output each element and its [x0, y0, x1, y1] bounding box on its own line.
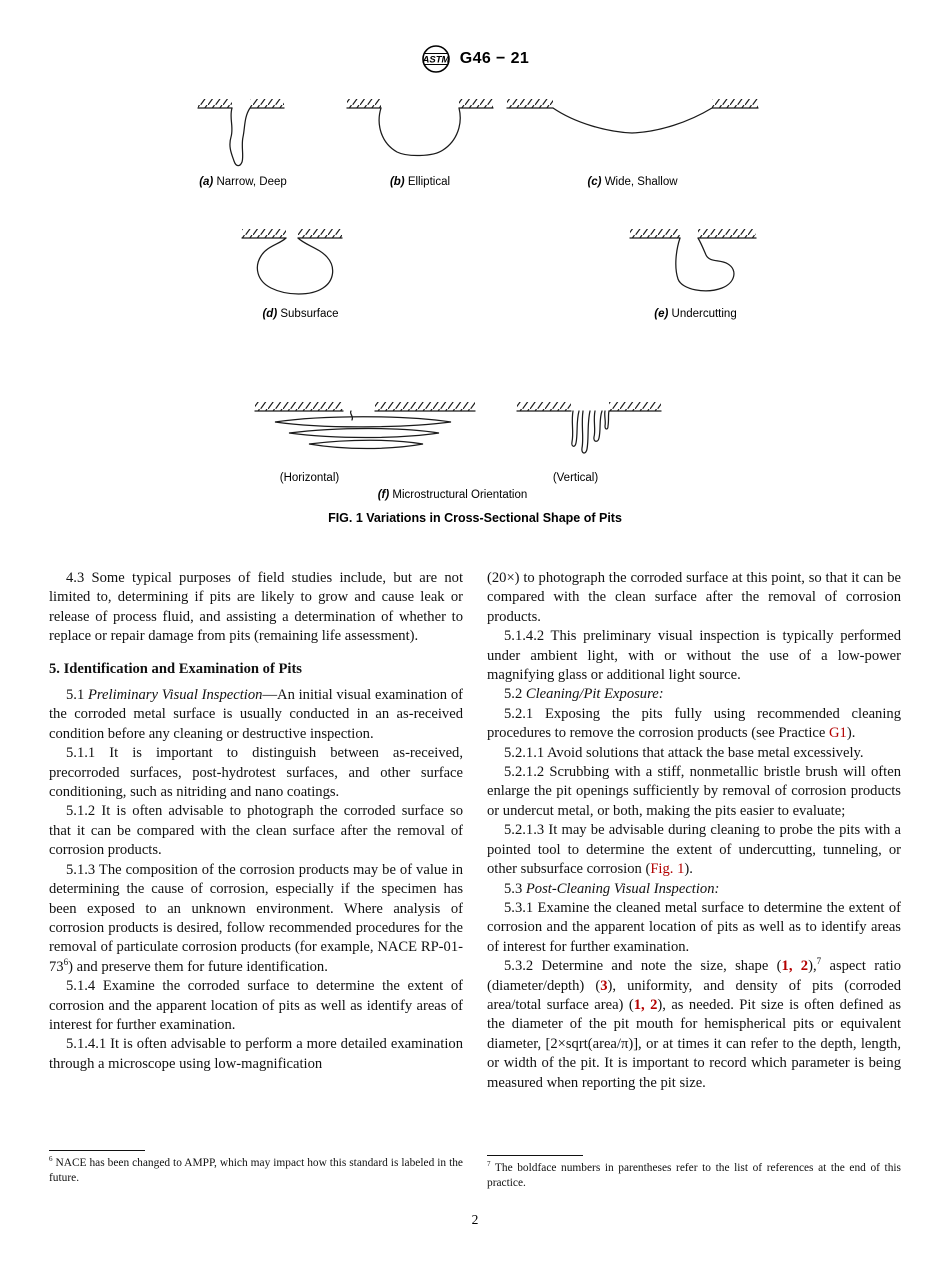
footnote-7: [487, 1155, 901, 1190]
text-segment: 5.1.4.2 This preliminary visual inspection is typically performed under ambient light, with or without the use of a low-power magnifying glass or additional light source.: [487, 628, 901, 684]
para-5-2: [487, 685, 901, 704]
text-segment: NACE has been changed to AMPP, which may impact how this standard is labeled in the future.: [49, 1157, 463, 1184]
figure-label-prefix: (e): [654, 308, 669, 320]
text-segment: Cleaning/Pit Exposure:: [525, 686, 664, 703]
figure-label-text: Microstructural Orientation: [389, 489, 528, 501]
page-number: 2: [471, 1212, 479, 1227]
text-segment: 5.3: [504, 880, 526, 897]
reference-link[interactable]: 1, 2: [633, 996, 658, 1013]
text-segment: 5.1.3 The composition of the corrosion products may be of value in determining the cause of corrosion, especially if the specimen has been exposed to an unknown environment. Where analysis of corrosion products is desired, follow recommended procedures for the removal of particulate corrosion products (for example, NACE RP-01-73: [49, 861, 463, 975]
figure-label-a: [178, 176, 308, 188]
para-5-1-2: [49, 802, 463, 860]
surface-hatching: [255, 402, 475, 411]
footnote-marker: 6: [49, 1155, 53, 1164]
pit-diagram-vertical-orientation: [515, 400, 663, 462]
footnote-text: [49, 1156, 463, 1185]
text-segment: Post-Cleaning Visual Inspection:: [525, 880, 720, 897]
text-segment: ),: [808, 958, 817, 975]
para-4-3: [49, 569, 463, 647]
text-segment: ).: [684, 861, 693, 878]
text-segment: ) and preserve them for future identification.: [68, 958, 328, 975]
surface-hatching: [198, 99, 284, 108]
figure-label-prefix: (a): [199, 176, 214, 188]
para-5-3-2: [487, 957, 901, 1093]
pit-outline: [553, 108, 712, 133]
pit-outline: [230, 108, 250, 166]
text-segment: 5.1.2 It is often advisable to photograph the corroded surface so that it can be compared with the clean surface after the removal of corrosion products.: [49, 803, 463, 859]
reference-link[interactable]: 3: [600, 977, 608, 994]
text-segment: Preliminary Visual Inspection: [87, 687, 263, 704]
text-segment: 5.1.4 Examine the corroded surface to determine the extent of corrosion and the apparent location of pits as well as identify areas of interest for further examination.: [49, 978, 463, 1033]
pit-outline: [676, 238, 734, 291]
pit-diagram-elliptical: [345, 96, 495, 172]
para-5-1-4: [49, 977, 463, 1035]
para-5-1-1: [49, 744, 463, 802]
footnote-marker: 6: [63, 956, 69, 967]
fig-pit-undercutting: [628, 226, 763, 320]
figure-label-f: [330, 489, 575, 501]
pit-diagram-subsurface: [238, 226, 363, 298]
text-segment: 5. Identification and Examination of Pits: [49, 660, 302, 677]
column-right: [487, 569, 901, 1093]
para-5-1-3: [49, 861, 463, 977]
para-5-1-4-2: [487, 627, 901, 685]
astm-logo-icon: [421, 44, 451, 74]
reference-link[interactable]: Fig. 1: [650, 861, 685, 878]
para-5-3-1: [487, 899, 901, 957]
footnote-6: [49, 1150, 463, 1185]
standard-designation: G46 − 21: [459, 50, 530, 67]
pit-outline: [379, 108, 460, 156]
figure-label-prefix: (f): [377, 489, 390, 501]
pit-diagram-narrow-deep: [178, 96, 308, 172]
figure-sublabel-vertical: (Vertical): [552, 472, 599, 484]
text-segment: ), as needed. Pit size is often defined as the diameter of the pit mouth for hemispherical pits or equivalent diameter, [2×sqrt(area/π)], or at times it can refer to the depth, length, or width of the pit. It is important to record which parameter is being measured when reporting the pit size.: [487, 996, 902, 1091]
footnote-rule: [487, 1155, 583, 1156]
figure-label-text: Undercutting: [668, 308, 737, 320]
doc-header: [0, 44, 950, 74]
fig-pit-microstructural-vertical: [515, 400, 663, 466]
pit-outline: [572, 411, 609, 453]
para-5-2-1-3: [487, 821, 901, 879]
para-5-3: [487, 880, 901, 899]
text-segment: 5.2.1.1 Avoid solutions that attack the base metal excessively.: [504, 744, 864, 761]
footnote-marker: 7: [816, 956, 822, 967]
pit-diagram-horizontal-orientation: [253, 400, 481, 462]
pit-diagram-undercutting: [628, 226, 763, 298]
text-segment: The boldface numbers in parentheses refer to the list of references at the end of this practice.: [487, 1162, 901, 1189]
fig-pit-subsurface: [238, 226, 363, 320]
text-segment: 5.1.1 It is important to distinguish between as-received, precorroded surfaces, post-hydrotest surfaces, and other surface conditioning, such as nitriding and nano coatings.: [49, 745, 463, 801]
astm-logo-text: ASTM: [422, 54, 450, 66]
text-segment: —An initial visual examination of the corroded metal surface is usually conducted in an as-received condition before any cleaning or destructive inspection.: [49, 687, 463, 742]
text-segment: 5.1.4.1 It is often advisable to perform a more detailed examination through a microscope using low-magnification: [49, 1036, 463, 1072]
surface-hatching: [517, 402, 661, 411]
text-segment: 5.3.2 Determine and note the size, shape (: [504, 958, 782, 975]
figure-label-text: Elliptical: [404, 176, 451, 188]
para-5-2-1-2: [487, 763, 901, 821]
figure-sublabel-horizontal: (Horizontal): [279, 472, 340, 484]
footnote-marker: 7: [487, 1160, 491, 1169]
text-segment: 5.2: [504, 686, 526, 703]
text-segment: aspect ratio (diameter/depth) (: [487, 958, 901, 994]
figure-label-text: Subsurface: [277, 308, 339, 320]
footnote-text: [487, 1161, 901, 1190]
text-segment: ), uniformity, and density of pits (corroded area/total surface area) (: [487, 977, 901, 1013]
fig-pit-elliptical: [345, 96, 495, 188]
para-5-1-4-1-cont: [487, 569, 901, 627]
heading-5: [49, 660, 463, 679]
reference-link[interactable]: 1, 2: [781, 958, 809, 975]
text-segment: 5.2.1.3 It may be advisable during cleaning to probe the pits with a pointed tool to determine the extent of undercutting, tunneling, or other subsurface corrosion (: [487, 822, 901, 878]
text-segment: 5.3.1 Examine the cleaned metal surface to determine the extent of corrosion and the apparent location of pits as well as to identify areas of interest for further examination.: [487, 899, 901, 955]
para-5-1: [49, 686, 463, 744]
column-left: [49, 569, 463, 1074]
text-segment: 5.2.1 Exposing the pits fully using recommended cleaning procedures to remove the corrosion products (see Practice: [487, 705, 901, 742]
figure-label-d: [238, 308, 363, 320]
fig-pit-wide-shallow: [505, 96, 760, 188]
figure-label-text: Narrow, Deep: [213, 176, 287, 188]
pit-outline: [257, 238, 332, 294]
figure-label-b: [345, 176, 495, 188]
text-segment: ).: [846, 725, 856, 742]
text-segment: 5.1: [66, 687, 88, 704]
text-segment: (20×) to photograph the corroded surface at this point, so that it can be compared with the clean surface after the removal of corrosion products.: [487, 570, 901, 625]
figure-label-prefix: (d): [262, 308, 278, 320]
pit-diagram-wide-shallow: [505, 96, 760, 148]
para-5-1-4-1: [49, 1035, 463, 1074]
surface-hatching: [507, 99, 758, 108]
figure-label-c: [505, 176, 760, 188]
fig-pit-microstructural-horizontal: [253, 400, 481, 466]
figure-label-e: [628, 308, 763, 320]
reference-link[interactable]: G1: [829, 725, 847, 742]
pit-outline: [275, 411, 451, 449]
para-5-2-1-1: [487, 744, 901, 763]
text-segment: 5.2.1.2 Scrubbing with a stiff, nonmetallic bristle brush will often enlarge the pit openings sufficiently by removal of corrosion products or undercut metal, or both, making the pits easier to evaluate;: [487, 764, 901, 819]
surface-hatching: [630, 229, 756, 238]
figure-label-prefix: (b): [389, 176, 405, 188]
surface-hatching: [242, 229, 342, 238]
text-segment: 4.3 Some typical purposes of field studies include, but are not limited to, determining if pits are likely to grow and cause leak or release of process fluid, and assisting a determination of whether to replace or repair damage from pits (remaining life assessment).: [49, 570, 463, 645]
fig-pit-narrow-deep: [178, 96, 308, 188]
figure-label-text: Wide, Shallow: [601, 176, 678, 188]
figure-label-prefix: (c): [587, 176, 602, 188]
para-5-2-1: [487, 705, 901, 744]
surface-hatching: [347, 99, 493, 108]
footnote-rule: [49, 1150, 145, 1151]
figure-caption: FIG. 1 Variations in Cross-Sectional Shape of Pits: [328, 511, 622, 525]
